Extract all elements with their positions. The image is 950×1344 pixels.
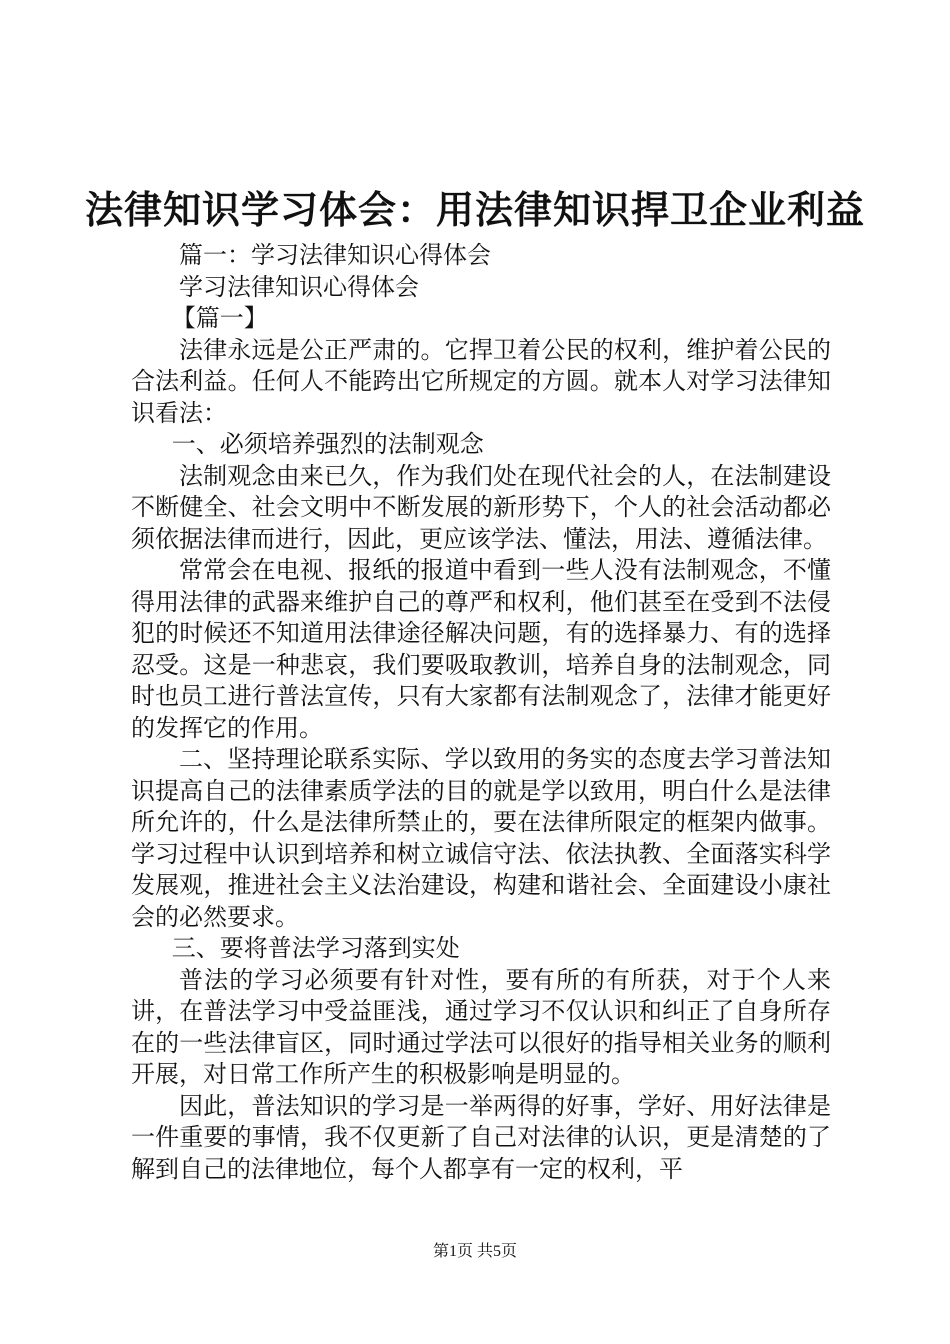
page-number-footer: 第1页 共5页	[432, 1243, 517, 1260]
document-body	[131, 240, 831, 1185]
paragraph: 常常会在电视、报纸的报道中看到一些人没有法制观念，不懂得用法律的武器来维护自己的尊严和权利，他们甚至在受到不法侵犯的时候还不知道用法律途径解决问题，有的选择暴力、有的选择忍受。这是一种悲哀，我们要吸取教训，培养自身的法制观念，同时也员工进行普法宣传，只有大家都有法制观念了，法律才能更好的发挥它的作用。	[131, 556, 831, 742]
paragraph-part-marker: 【篇一】	[171, 304, 268, 332]
paragraph-section-heading: 篇一：学习法律知识心得体会	[179, 241, 491, 269]
paragraph-point-heading: 一、必须培养强烈的法制观念	[171, 430, 484, 458]
paragraph: 普法的学习必须要有针对性，要有所的有所获，对于个人来讲，在普法学习中受益匪浅，通过学习不仅认识和纠正了自身所存在的一些法律盲区，同时通过学法可以很好的指导相关业务的顺利开展，对日常工作所产生的积极影响是明显的。	[131, 965, 831, 1088]
paragraph: 法制观念由来已久，作为我们处在现代社会的人，在法制建设不断健全、社会文明中不断发展的新形势下，个人的社会活动都必须依据法律而进行，因此，更应该学法、懂法，用法、遵循法律。	[131, 461, 831, 553]
paragraph-subtitle: 学习法律知识心得体会	[179, 272, 419, 301]
paragraph: 法律永远是公正严肃的。它捍卫着公民的权利，维护着公民的合法利益。任何人不能跨出它所规定的方圆。就本人对学习法律知识看法：	[131, 335, 831, 427]
paragraph: 二、坚持理论联系实际、学以致用的务实的态度去学习普法知识提高自己的法律素质学法的目的就是学以致用，明白什么是法律所允许的，什么是法律所禁止的，要在法律所限定的框架内做事。学习过程中认识到培养和树立诚信守法、依法执教、全面落实科学发展观，推进社会主义法治建设，构建和谐社会、全面建设小康社会的必然要求。	[131, 745, 831, 931]
paragraph: 因此，普法知识的学习是一举两得的好事，学好、用好法律是一件重要的事情，我不仅更新了自己对法律的认识，更是清楚的了解到自己的法律地位，每个人都享有一定的权利，平	[131, 1091, 831, 1183]
paragraph-point-heading: 三、要将普法学习落到实处	[171, 934, 460, 962]
document-title: 法律知识学习体会：用法律知识捍卫企业利益	[84, 188, 865, 232]
